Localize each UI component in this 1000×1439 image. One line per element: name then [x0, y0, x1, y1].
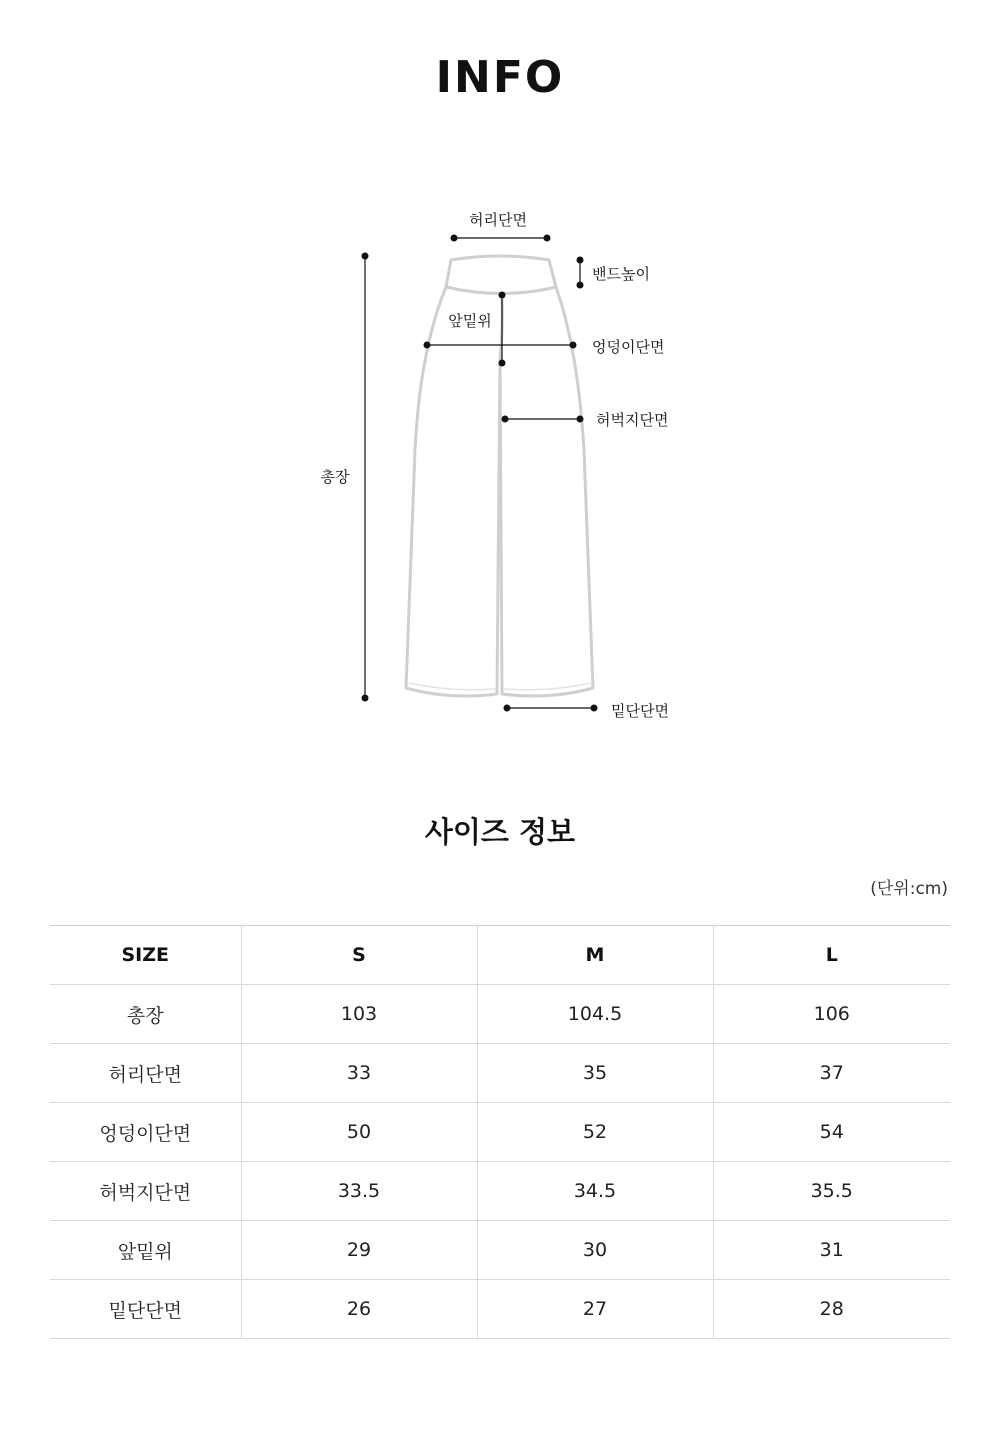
label-hip: 엉덩이단면 — [592, 338, 665, 356]
label-hem: 밑단단면 — [611, 702, 669, 720]
table-cell: 29 — [241, 1221, 477, 1280]
measure-hem — [504, 705, 598, 712]
page-title: INFO — [435, 52, 565, 103]
row-label: 앞밑위 — [50, 1221, 241, 1280]
row-label: 허리단면 — [50, 1044, 241, 1103]
pants-outline — [406, 256, 593, 696]
column-header: SIZE — [50, 926, 241, 985]
size-table — [50, 925, 950, 1339]
table-cell: 37 — [713, 1044, 950, 1103]
table-cell: 52 — [477, 1103, 713, 1162]
label-total-length: 총장 — [320, 468, 350, 486]
table-cell: 27 — [477, 1280, 713, 1339]
row-label: 밑단단면 — [50, 1280, 241, 1339]
label-band-height: 밴드높이 — [592, 265, 650, 283]
column-header: L — [713, 926, 950, 985]
table-cell: 31 — [713, 1221, 950, 1280]
measure-waist — [451, 235, 551, 242]
size-info-title: 사이즈 정보 — [424, 815, 576, 849]
table-cell: 103 — [241, 985, 477, 1044]
table-cell: 104.5 — [477, 985, 713, 1044]
table-cell: 35 — [477, 1044, 713, 1103]
column-header: S — [241, 926, 477, 985]
table-row — [50, 1103, 950, 1162]
row-label: 허벅지단면 — [50, 1162, 241, 1221]
row-label: 엉덩이단면 — [50, 1103, 241, 1162]
unit-note: (단위:cm) — [870, 879, 948, 899]
table-cell: 34.5 — [477, 1162, 713, 1221]
row-label: 총장 — [50, 985, 241, 1044]
table-cell: 35.5 — [713, 1162, 950, 1221]
table-row — [50, 1280, 950, 1339]
table-cell: 50 — [241, 1103, 477, 1162]
table-cell: 106 — [713, 985, 950, 1044]
column-header: M — [477, 926, 713, 985]
table-header-row — [50, 926, 950, 985]
label-front-rise: 앞밑위 — [448, 312, 492, 330]
table-cell: 54 — [713, 1103, 950, 1162]
table-cell: 33 — [241, 1044, 477, 1103]
pants-measurement-diagram — [0, 195, 1000, 735]
measure-band-height — [577, 257, 584, 289]
measure-thigh — [502, 416, 584, 423]
table-cell: 28 — [713, 1280, 950, 1339]
table-row — [50, 1221, 950, 1280]
label-waist: 허리단면 — [469, 211, 527, 229]
label-thigh: 허벅지단면 — [596, 411, 669, 429]
table-cell: 26 — [241, 1280, 477, 1339]
table-cell: 33.5 — [241, 1162, 477, 1221]
table-row — [50, 1162, 950, 1221]
measure-total-length — [362, 253, 369, 702]
table-row — [50, 1044, 950, 1103]
table-cell: 30 — [477, 1221, 713, 1280]
table-row — [50, 985, 950, 1044]
